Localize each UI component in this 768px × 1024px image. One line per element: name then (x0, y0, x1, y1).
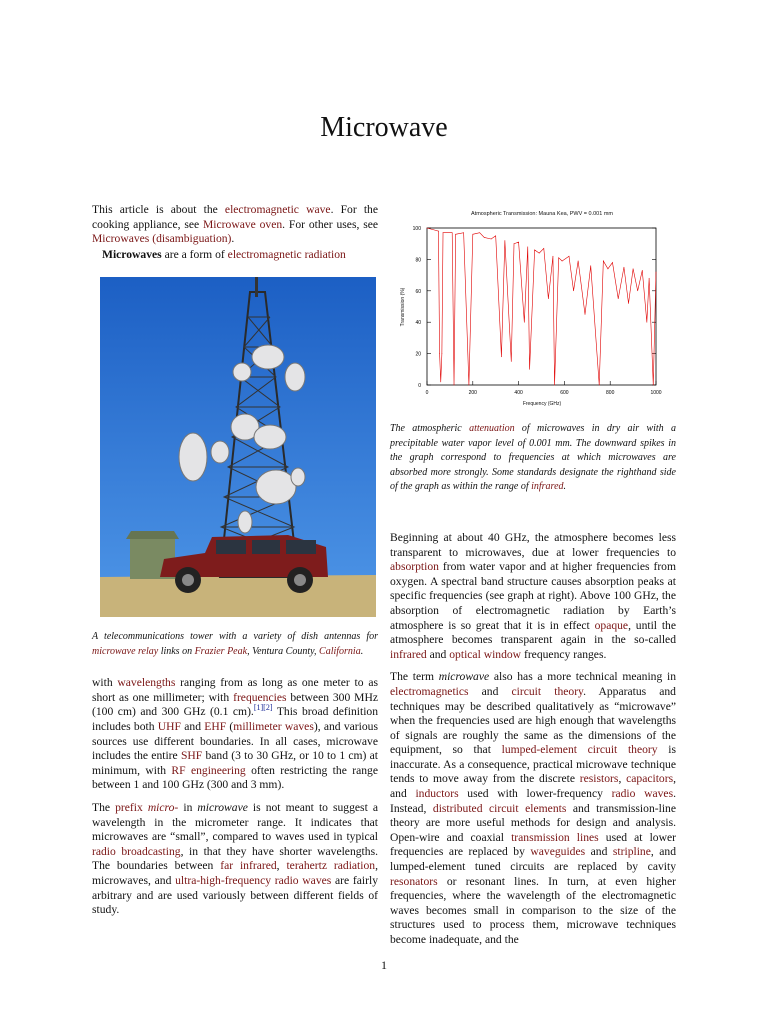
data-point (656, 272, 657, 273)
y-tick-label: 100 (412, 226, 421, 232)
citation-2[interactable]: [2] (263, 703, 273, 713)
data-point (649, 278, 650, 279)
data-point (585, 314, 586, 315)
link-electromagnetic-radiation[interactable]: electromagnetic radiation (227, 247, 346, 261)
data-point (440, 382, 441, 383)
left-column-top (92, 203, 378, 270)
page-number: 1 (381, 958, 387, 972)
data-point (534, 250, 535, 251)
data-point (618, 298, 619, 299)
citation-1[interactable]: [1] (253, 703, 264, 713)
link-electromagnetics[interactable]: electromagnetics (390, 684, 469, 698)
link-micro[interactable]: micro- (147, 800, 179, 814)
link-optical-window[interactable]: optical window (449, 647, 522, 661)
data-point (599, 385, 600, 386)
data-point (511, 361, 512, 362)
link-transmission-lines[interactable]: transmission lines (511, 830, 599, 844)
data-point (505, 240, 506, 241)
y-tick-label: 20 (415, 351, 421, 358)
data-point (653, 385, 654, 386)
link-frazier-peak[interactable]: Frazier Peak (194, 645, 248, 657)
link-far-infrared[interactable]: far infrared (220, 859, 277, 873)
data-point (637, 290, 638, 291)
data-point (454, 385, 455, 386)
x-tick-label: 800 (606, 390, 615, 396)
link-opaque[interactable]: opaque (594, 618, 629, 632)
left-column-lower (92, 630, 378, 926)
link-uhf[interactable]: UHF (157, 719, 181, 733)
x-tick-label: 400 (514, 390, 523, 396)
intro-paragraph: Microwaves are a form of electromagnetic radiation (102, 247, 346, 261)
data-point (562, 261, 563, 262)
data-point (514, 243, 515, 244)
link-millimeter-waves[interactable]: millimeter waves (233, 719, 314, 733)
link-infrared[interactable]: infrared (390, 647, 427, 661)
data-point (553, 256, 554, 257)
data-point (646, 322, 647, 323)
link-rf-engineering[interactable]: RF engineering (171, 763, 246, 777)
link-microwave-oven[interactable]: Microwave oven (202, 217, 283, 231)
data-point (442, 353, 443, 354)
data-point (469, 385, 470, 386)
link-resonators[interactable]: resonators (390, 874, 438, 888)
data-point (443, 232, 444, 233)
telecommunications-tower-photo (100, 277, 376, 617)
y-tick-label: 0 (418, 383, 421, 389)
link-attenuation[interactable]: attenuation (469, 423, 515, 434)
data-point (427, 228, 428, 229)
data-point (608, 268, 609, 269)
data-point (452, 232, 453, 233)
data-point (495, 236, 496, 237)
link-distributed-circuit-elements[interactable]: distributed circuit elements (432, 801, 567, 815)
data-point (642, 270, 643, 271)
x-tick-label: 0 (425, 390, 429, 396)
data-point (484, 237, 485, 238)
x-tick-label: 600 (560, 390, 569, 396)
data-point (548, 298, 549, 299)
data-point (472, 234, 473, 235)
link-infrared-caption[interactable]: infrared (531, 481, 564, 493)
left-paragraph-1: with wavelengths ranging from as long as one meter to as short as one millimeter; with frequencies between 300 MHz (100 cm) and 300 GHz (0.1 cm).[1][2] This broad definition includes both UHF and EHF (millimeter waves), and various sources use different boundaries. In all cases, microwave includes the entire SHF band (3 to 30 GHz, or 10 to 1 cm) at minimum, with RF engineering often restricting the range between 1 and 100 GHz (300 and 3 mm). (92, 676, 379, 792)
data-point (479, 232, 480, 233)
y-tick-label: 60 (415, 288, 421, 295)
link-radio-broadcasting[interactable]: radio broadcasting (92, 844, 181, 858)
link-radio-waves[interactable]: radio waves (611, 787, 674, 801)
chart-title: Atmospheric Transmission: Mauna Kea, PWV = 0.001 mm (471, 211, 613, 217)
data-point (624, 267, 625, 268)
data-point (573, 290, 574, 291)
right-column (390, 422, 676, 956)
data-point (501, 356, 502, 357)
link-california[interactable]: California (319, 645, 361, 657)
data-point (539, 253, 540, 254)
data-point (543, 248, 544, 249)
link-inductors[interactable]: inductors (415, 787, 459, 801)
right-paragraph-1: Beginning at about 40 GHz, the atmosphere becomes less transparent to microwaves, due at lower frequencies to absorption from water vapor and at higher frequencies from oxygen. A spectral band structure causes absorption peaks at specific frequencies (see graph at right). Above 100 GHz, the absorption of electromagnetic radiation by Earth’s atmosphere is so great that it is in effect opaque, until the atmosphere becomes transparent again in the so-called infrared and optical window frequency ranges. (390, 530, 676, 661)
data-point (578, 261, 579, 262)
data-point (518, 242, 519, 243)
data-point (633, 268, 634, 269)
link-electromagnetic-wave[interactable]: electromagnetic wave (224, 203, 331, 216)
plot-frame (427, 228, 656, 385)
link-prefix[interactable]: prefix (115, 800, 143, 814)
right-paragraph-2: The term microwave also has a more technical meaning in electromagnetics and circuit theory. Apparatus and techniques may be described qualitatively as “microwave” when the frequencies used are high enough that wavelengths of signals are roughly the same as the dimensions of the equipment, so that lumped-element circuit theory is inaccurate. As a consequence, practical microwave technique tends to move away from the discrete resistors, capacitors, and inductors used with lower-frequency radio waves. Instead, distributed circuit elements and transmission-line theory are more useful methods for design and analysis. Open-wire and coaxial transmission lines used at lower frequencies are replaced by waveguides and stripline, and lumped-element tuned circuits are replaced by cavity resonators or resonant lines. In turn, at even higher frequencies, where the wavelength of the electromagnetic waves becomes small in comparison to the size of the structures used to process them, microwave techniques become inadequate, and the (390, 670, 677, 946)
x-axis-label: Frequency (GHz) (522, 401, 562, 407)
data-point (558, 257, 559, 258)
left-paragraph-2: The prefix micro- in microwave is not meant to suggest a wavelength in the micrometer range. It indicates that microwaves are “small”, compared to waves used in typical radio broadcasting, in that they have shorter wavelengths. The boundaries between far infrared, terahertz radiation, microwaves, and ultra-high-frequency radio waves are fairly arbitrary and are used variously between different fields of study. (92, 800, 379, 917)
y-axis-label: Transmission (%) (400, 287, 406, 327)
x-tick-label: 200 (468, 390, 477, 396)
photo-caption: A telecommunications tower with a variety of dish antennas for microwave relay links on Frazier Peak, Ventura County, California. (92, 631, 378, 657)
data-point (455, 234, 456, 235)
link-lumped-element-circuit-theory[interactable]: lumped-element circuit theory (501, 743, 658, 757)
data-point (569, 256, 570, 257)
y-tick-label: 40 (415, 320, 421, 327)
page-title: Microwave (320, 112, 448, 143)
hatnote: This article is about the electromagnetic wave. For the cooking appliance, see Microwave oven. For other uses, see Microwaves (disambiguation). (92, 203, 379, 246)
data-point (439, 353, 440, 354)
link-capacitors[interactable]: capacitors (626, 772, 674, 786)
link-ehf[interactable]: EHF (204, 719, 227, 733)
atmospheric-transmission-chart (392, 205, 676, 415)
data-point (612, 262, 613, 263)
link-uhf-radio-waves[interactable]: ultra-high-frequency radio waves (175, 873, 332, 887)
x-tick-label: 1000 (650, 390, 662, 396)
link-terahertz-radiation[interactable]: terahertz radiation (286, 859, 376, 873)
link-stripline[interactable]: stripline (612, 845, 651, 859)
data-point (590, 265, 591, 266)
data-point (438, 231, 439, 232)
chart-caption: The atmospheric attenuation of microwaves in dry air with a precipitable water vapor level of 0.001 mm. The downward spikes in the graph correspond to frequencies at which microwaves are absorbed more strongly. Some standards designate the righthand side of the graph as within the range of infrared. (390, 423, 676, 493)
link-shf[interactable]: SHF (180, 749, 203, 763)
link-microwave-relay[interactable]: microwave relay (92, 645, 159, 657)
data-point (463, 232, 464, 233)
data-point (491, 239, 492, 240)
data-point (524, 322, 525, 323)
link-resistors[interactable]: resistors (579, 772, 619, 786)
data-point (527, 246, 528, 247)
data-point (628, 303, 629, 304)
transmission-series (427, 228, 656, 385)
link-microwaves-disambiguation[interactable]: Microwaves (disambiguation) (92, 232, 232, 246)
link-wavelengths[interactable]: wavelengths (117, 676, 176, 690)
link-frequencies[interactable]: frequencies (233, 690, 287, 704)
link-waveguides[interactable]: waveguides (530, 845, 586, 859)
data-point (554, 385, 555, 386)
link-absorption[interactable]: absorption (390, 560, 439, 574)
data-point (603, 261, 604, 262)
data-point (529, 369, 530, 370)
link-circuit-theory[interactable]: circuit theory (511, 684, 584, 698)
y-tick-label: 80 (415, 257, 421, 264)
